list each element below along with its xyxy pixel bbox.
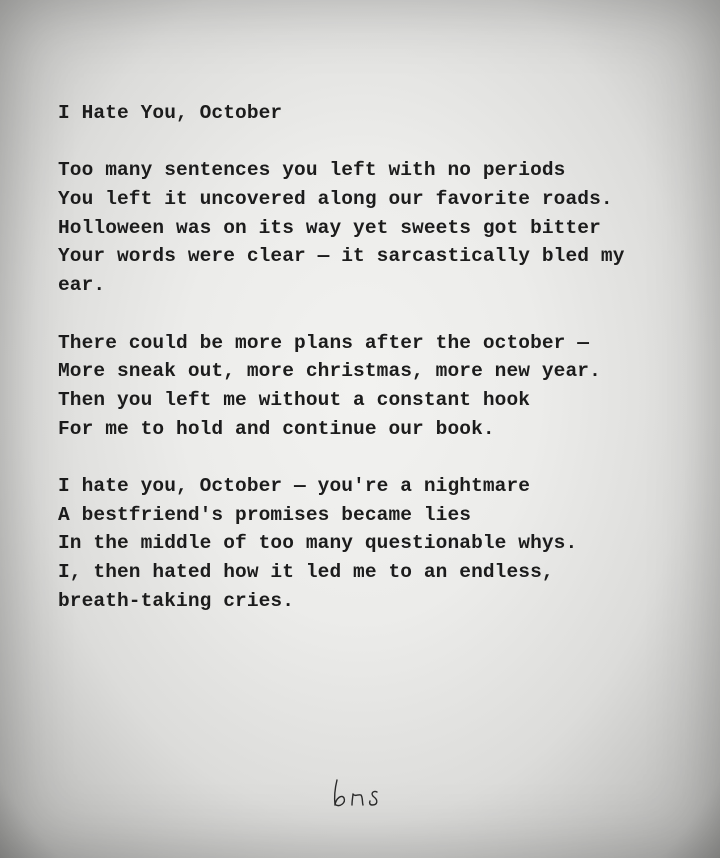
poem-title: I Hate You, October [58, 102, 283, 124]
stanza-gap [58, 128, 698, 157]
poem-line: Holloween was on its way yet sweets got bitter [58, 216, 601, 239]
poem-line: You left it uncovered along our favorite roads. [58, 188, 613, 211]
stanza-3 [58, 472, 698, 615]
poem-line: Too many sentences you left with no periods [58, 159, 566, 182]
poem-line: Then you left me without a constant hook [58, 388, 531, 411]
poem-line: More sneak out, more christmas, more new year. [58, 360, 601, 383]
stanza-1 [58, 156, 698, 299]
poem-line: Your words were clear — it sarcastically bled my [58, 245, 625, 268]
poem [58, 99, 698, 615]
stanza-gap [58, 300, 698, 329]
stanza-gap [58, 443, 698, 472]
poem-line: For me to hold and continue our book. [58, 417, 495, 440]
poem-line: In the middle of too many questionable whys. [58, 532, 578, 555]
poem-line: ear. [58, 274, 106, 297]
poem-line: I hate you, October — you're a nightmare [58, 474, 531, 497]
signature-drawing [325, 774, 395, 814]
poem-line: A bestfriend's promises became lies [58, 503, 472, 526]
poem-line: breath-taking cries. [58, 589, 295, 612]
poem-line: I, then hated how it led me to an endless, [58, 561, 554, 583]
poem-line: There could be more plans after the october — [58, 331, 590, 354]
stanza-2 [58, 329, 698, 444]
handwritten-signature [0, 774, 720, 819]
